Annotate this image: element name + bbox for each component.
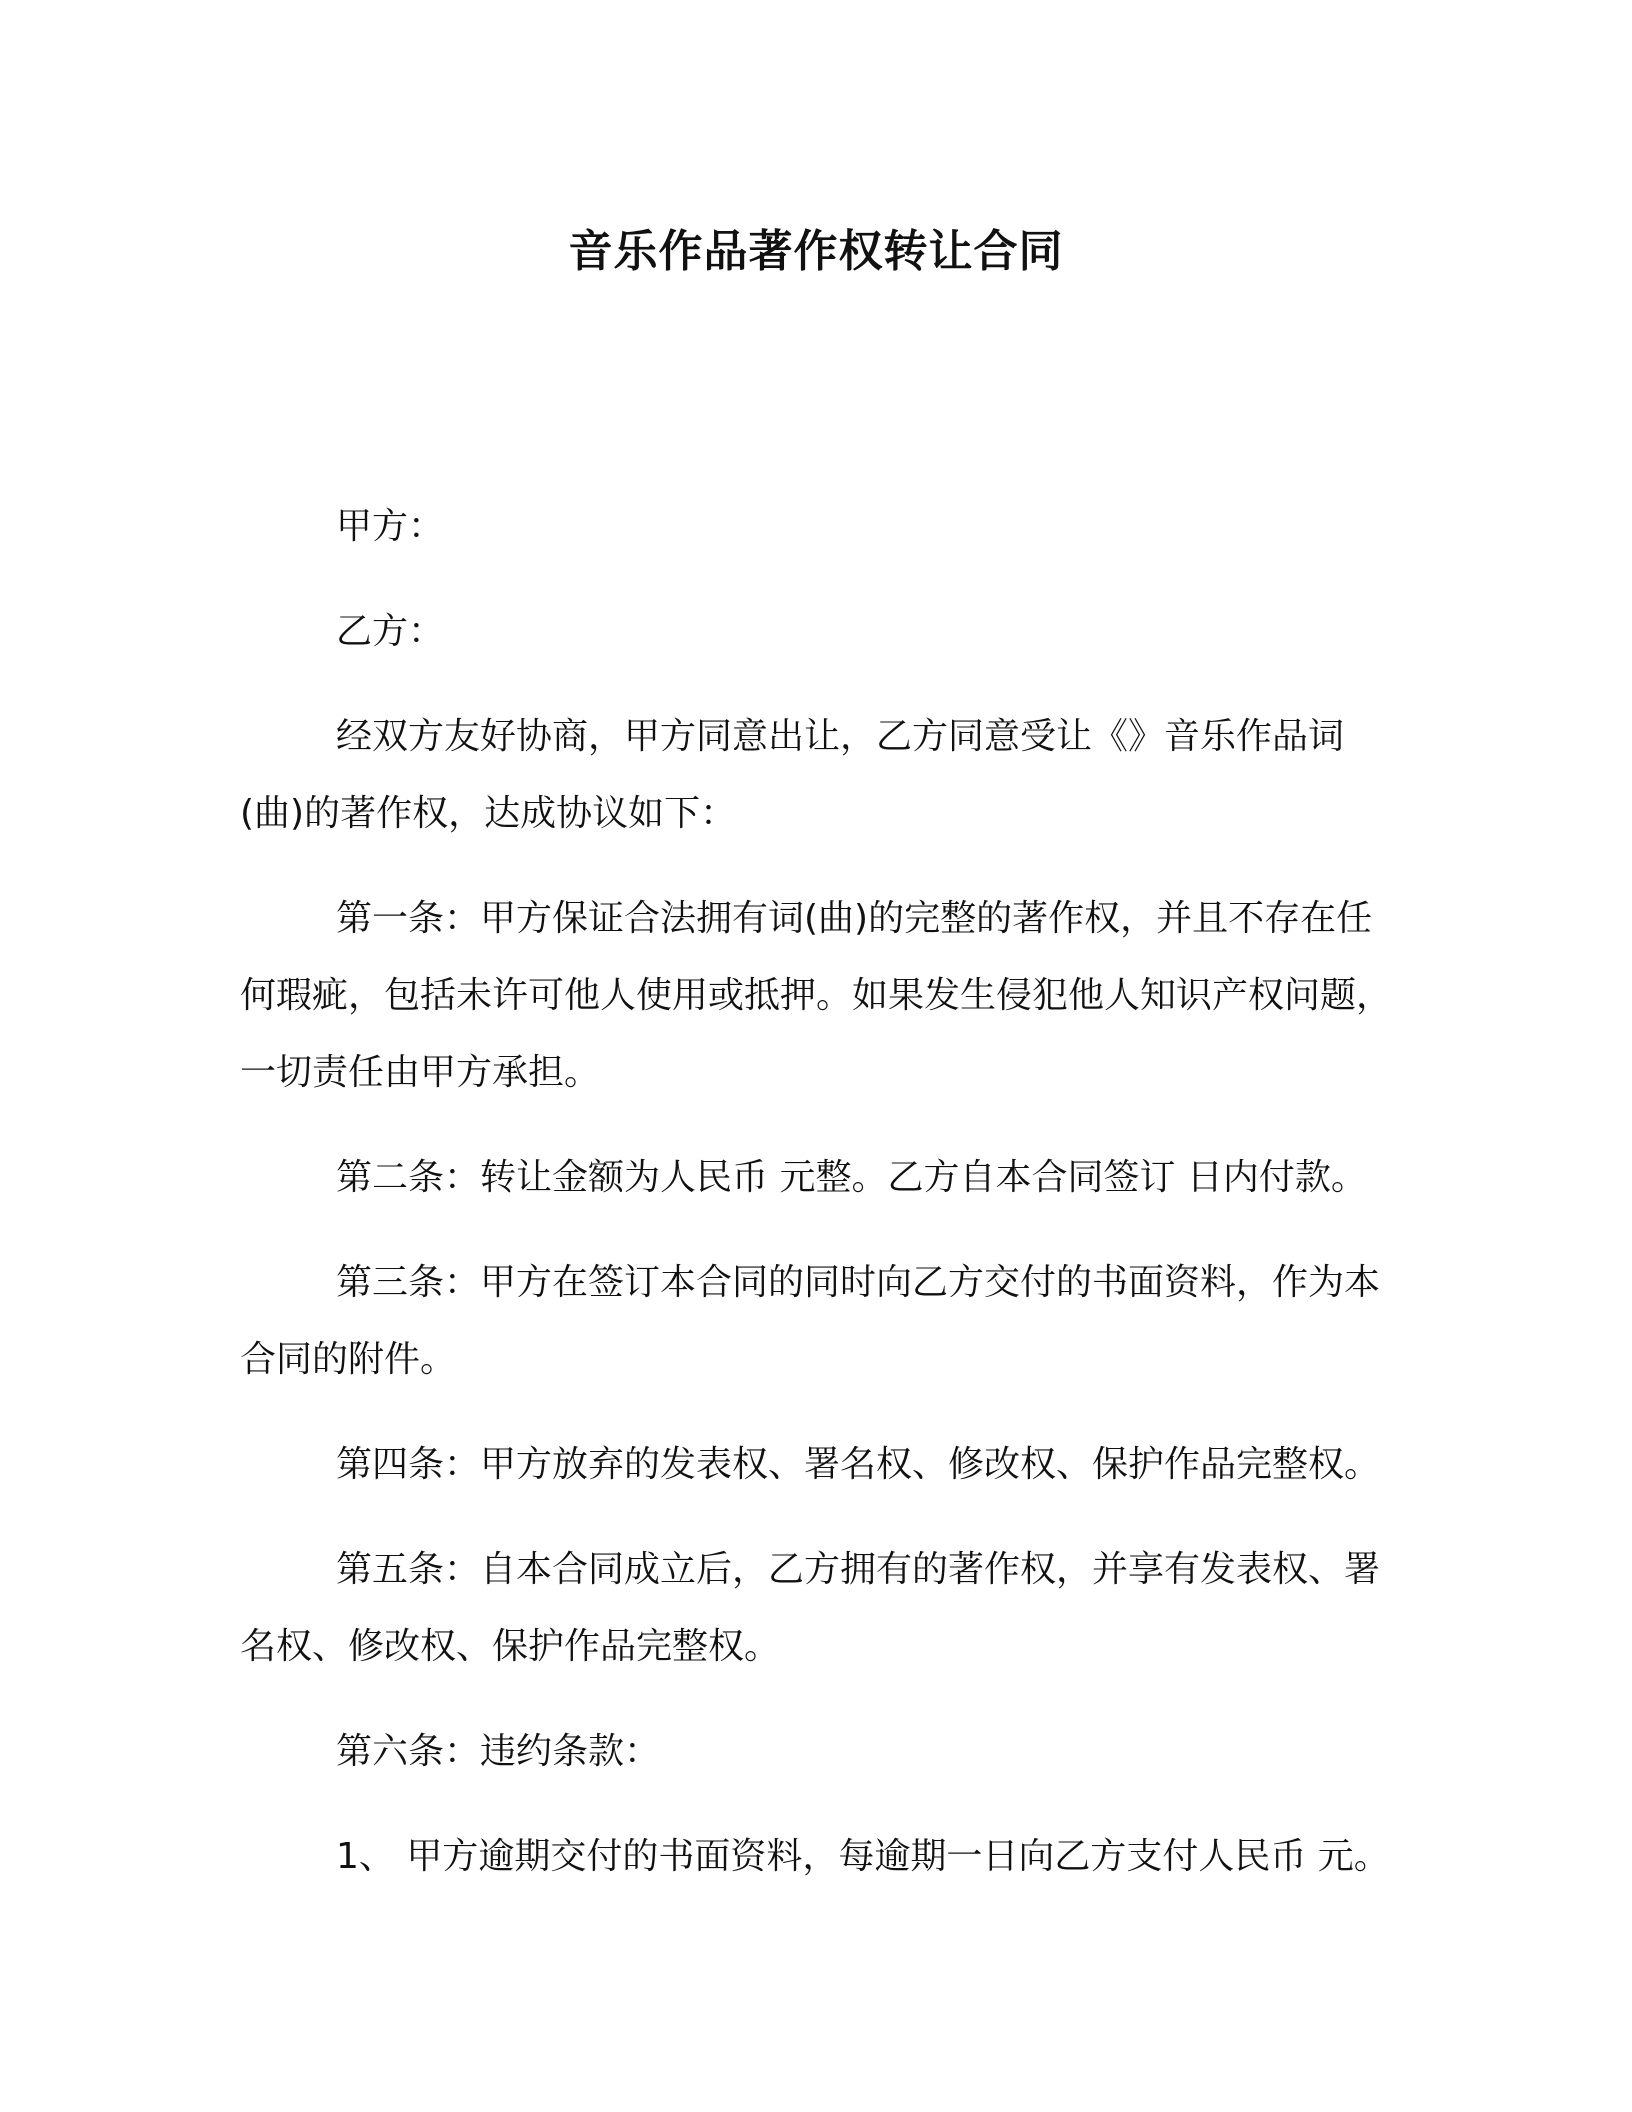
article-5-paragraph: 第五条：自本合同成立后，乙方拥有的著作权，并享有发表权、署名权、修改权、保护作品完整权。 (240, 1549, 1381, 1667)
article-4-paragraph: 第四条：甲方放弃的发表权、署名权、修改权、保护作品完整权。 (336, 1444, 1381, 1485)
document-body (240, 488, 1400, 1923)
article-2-paragraph: 第二条：转让金额为人民币 元整。乙方自本合同签订 日内付款。 (336, 1157, 1367, 1198)
article-3-paragraph: 第三条：甲方在签订本合同的同时向乙方交付的书面资料，作为本合同的附件。 (240, 1262, 1381, 1380)
article-1-paragraph: 第一条：甲方保证合法拥有词(曲)的完整的著作权，并且不存在任何瑕疵，包括未许可他人使用或抵押。如果发生侵犯他人知识产权问题，一切责任由甲方承担。 (240, 898, 1393, 1093)
clause-6-1-paragraph: 1、 甲方逾期交付的书面资料，每逾期一日向乙方支付人民币 元。 (336, 1836, 1390, 1877)
party-b-line: 乙方： (336, 611, 445, 652)
article-6-heading: 第六条：违约条款： (336, 1731, 661, 1772)
preamble-paragraph: 经双方友好协商，甲方同意出让，乙方同意受让《》音乐作品词(曲)的著作权，达成协议如下： (240, 716, 1345, 834)
party-a-line: 甲方： (336, 506, 445, 547)
document-title: 音乐作品著作权转让合同 (568, 226, 1064, 277)
